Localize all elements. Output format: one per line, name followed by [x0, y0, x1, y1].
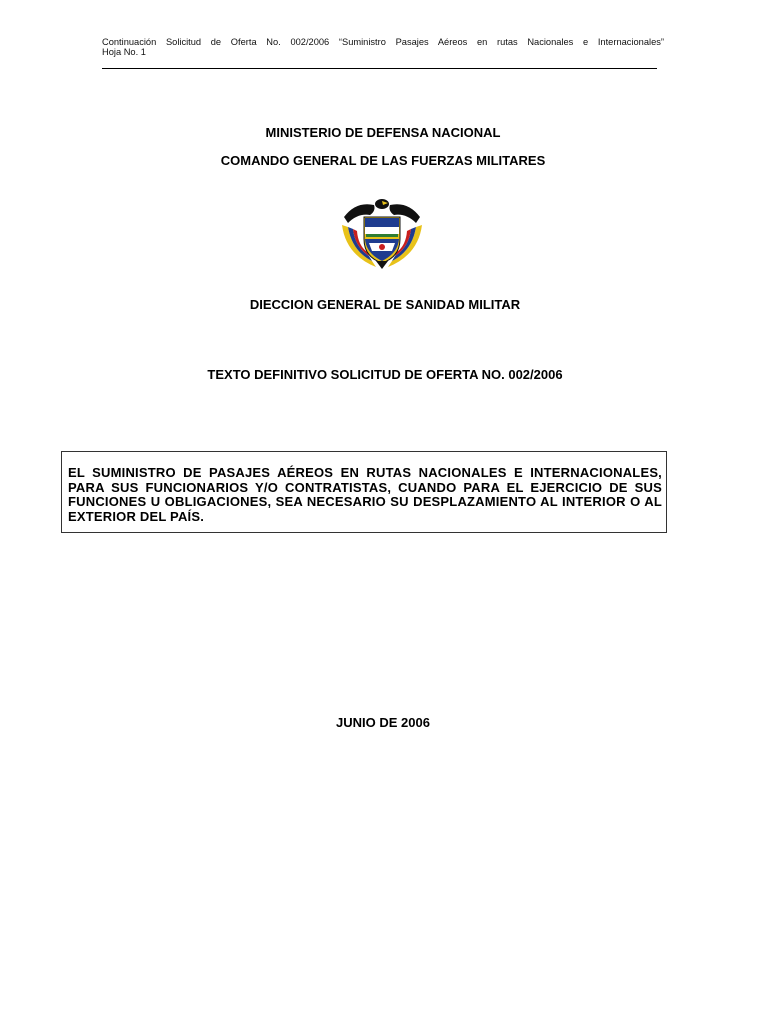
direction-title: DIECCION GENERAL DE SANIDAD MILITAR — [249, 297, 521, 312]
command-title: COMANDO GENERAL DE LAS FUERZAS MILITARES — [220, 153, 546, 168]
object-box — [61, 451, 667, 533]
header-continuation: Continuación Solicitud de Oferta No. 002/2006 “Suministro Pasajes Aéreos en rutas Nacionales e Internacionales” — [102, 37, 664, 47]
header-divider — [102, 68, 657, 69]
document-date: JUNIO DE 2006 — [336, 715, 430, 730]
object-description: EL SUMINISTRO DE PASAJES AÉREOS EN RUTAS NACIONALES E INTERNACIONALES, PARA SUS FUNCIONARIOS Y/O CONTRATISTAS, CUANDO PARA EL EJERCICIO DE SUS FUNCIONES U OBLIGACIONES, SEA NECESARIO SU DESPLAZAMIENTO AL INTERIOR O AL EXTERIOR DEL PAÍS. — [68, 465, 662, 524]
header-sheet-number: Hoja No. 1 — [102, 47, 146, 57]
coat-of-arms-icon — [336, 195, 428, 269]
page-header — [102, 37, 664, 57]
ministry-title: MINISTERIO DE DEFENSA NACIONAL — [265, 125, 501, 140]
document-title: TEXTO DEFINITIVO SOLICITUD DE OFERTA NO. 002/2006 — [207, 367, 563, 382]
